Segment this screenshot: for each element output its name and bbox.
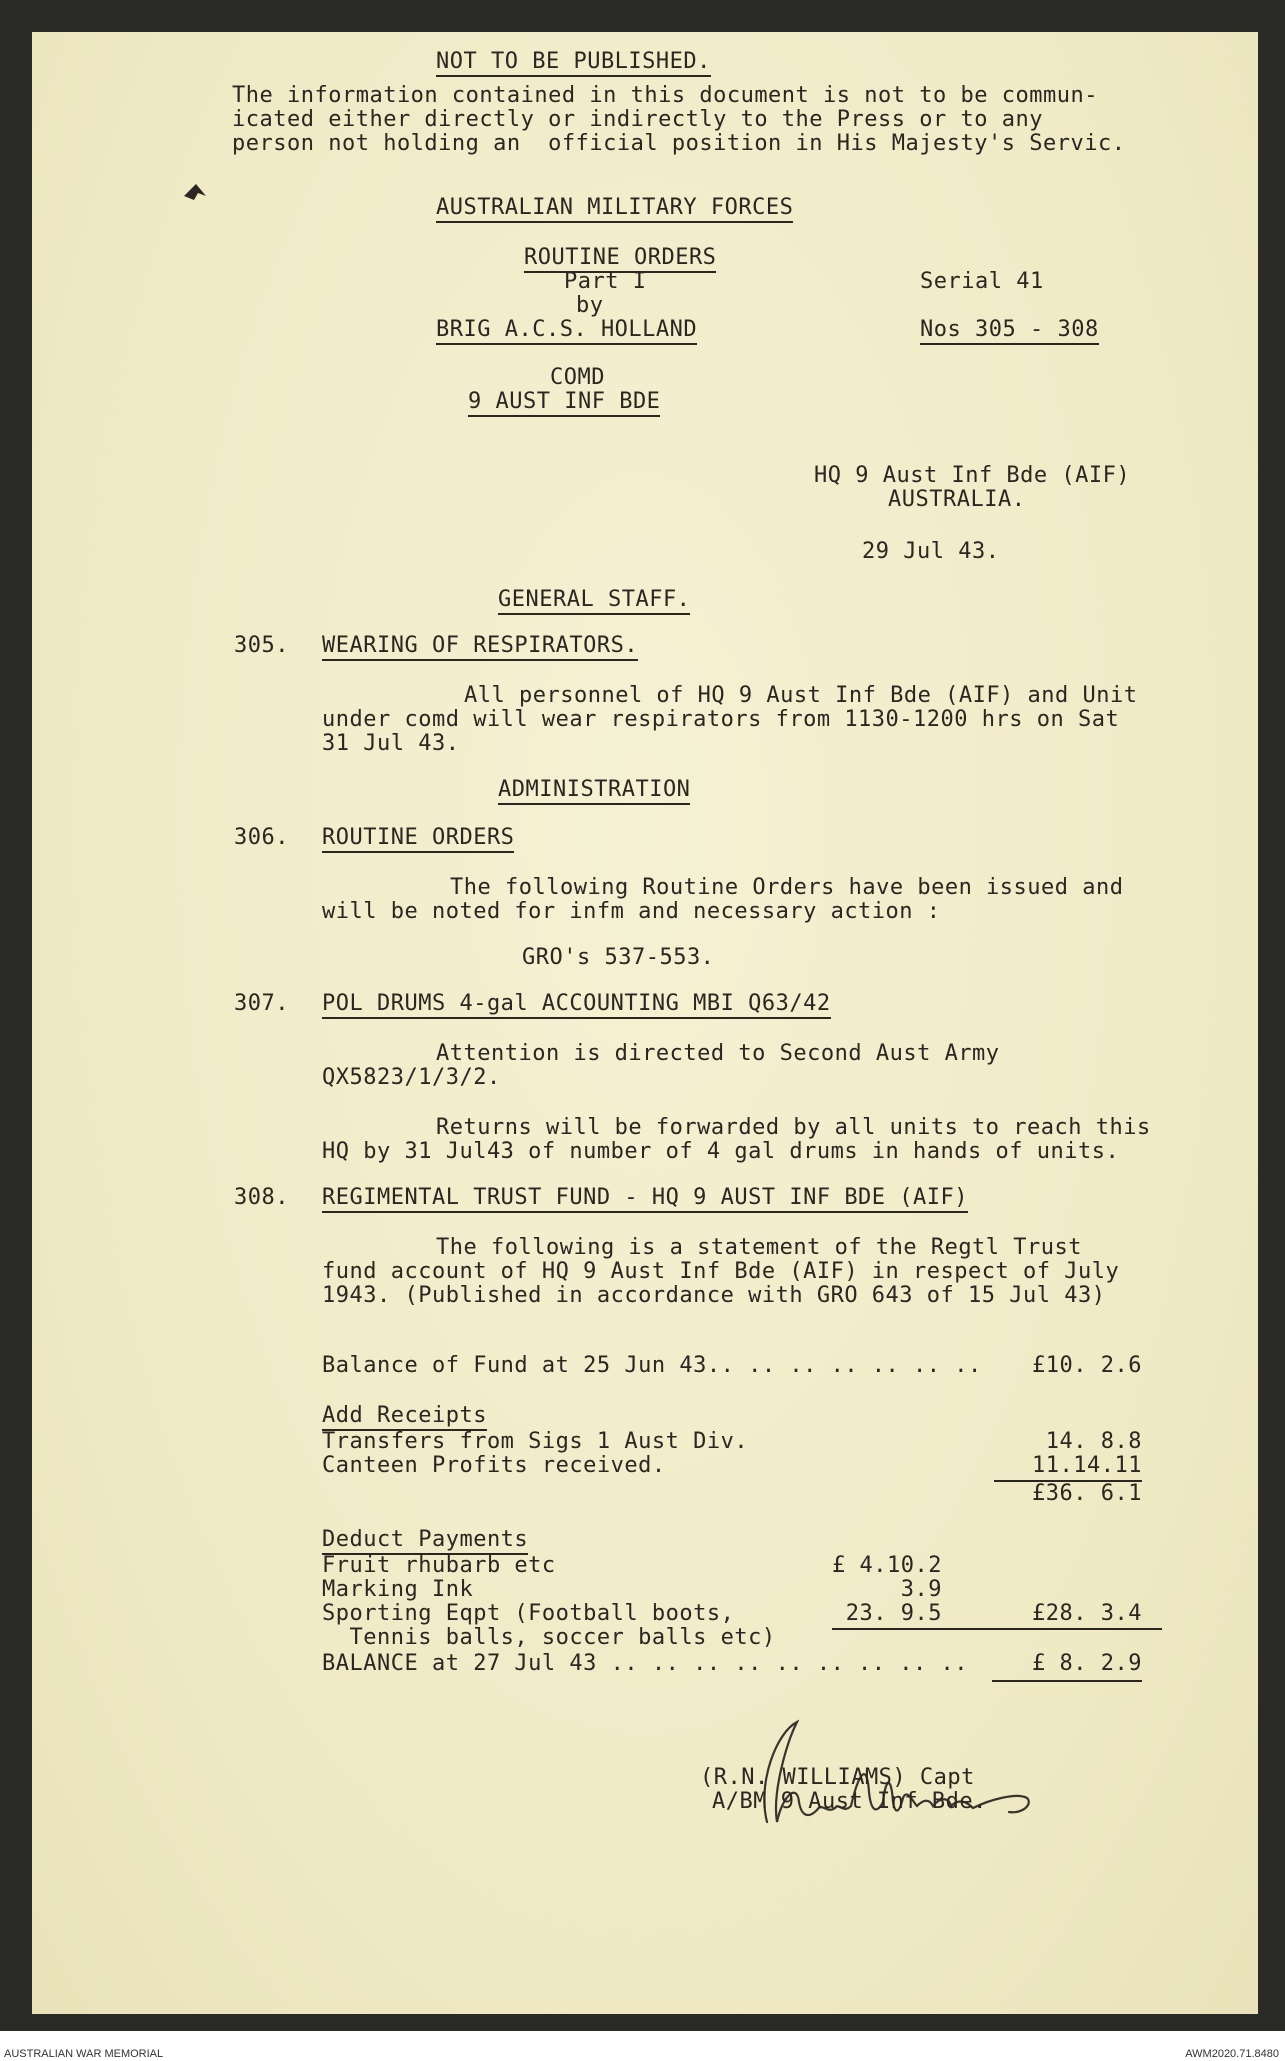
payment-value-3: 23. 9.5 <box>845 1601 942 1626</box>
item-305-line-2: under comd will wear respirators from 1130-1200 hrs on Sat <box>322 707 1120 732</box>
item-305-title: WEARING OF RESPIRATORS. <box>322 634 638 661</box>
item-308-line-3: 1943. (Published in accordance with GRO 643 of 15 Jul 43) <box>322 1283 1106 1308</box>
receipts-heading: Add Receipts <box>322 1404 487 1431</box>
force-heading: AUSTRALIAN MILITARY FORCES <box>436 196 793 223</box>
opening-balance-value: £10. 2.6 <box>1032 1353 1142 1378</box>
item-308-line-1: The following is a statement of the Regtl Trust <box>436 1235 1083 1260</box>
item-305-number: 305. <box>234 633 289 658</box>
brigade-label: 9 AUST INF BDE <box>468 390 660 417</box>
footer-institution: AUSTRALIAN WAR MEMORIAL <box>4 2048 164 2060</box>
hq-line-2: AUSTRALIA. <box>888 487 1026 512</box>
hq-line-1: HQ 9 Aust Inf Bde (AIF) <box>814 463 1131 488</box>
document-date: 29 Jul 43. <box>862 539 1000 564</box>
item-308-title: REGIMENTAL TRUST FUND - HQ 9 AUST INF BDE (AIF) <box>322 1186 968 1213</box>
notice-line-3: person not holding an official position in His Majesty's Servic. <box>232 131 1126 156</box>
payment-value-1: £ 4.10.2 <box>832 1553 942 1578</box>
closing-rule <box>992 1680 1142 1682</box>
item-308-line-2: fund account of HQ 9 Aust Inf Bde (AIF) in respect of July <box>322 1259 1120 1284</box>
payments-total: £28. 3.4 <box>1032 1601 1142 1626</box>
commander-name: BRIG A.C.S. HOLLAND <box>436 318 697 345</box>
payment-label-3: Sporting Eqpt (Football boots, <box>322 1601 735 1626</box>
receipt-label-2: Canteen Profits received. <box>322 1453 666 1478</box>
order-numbers: Nos 305 - 308 <box>920 318 1099 345</box>
closing-balance-value: £ 8. 2.9 <box>1032 1651 1142 1676</box>
orders-title: ROUTINE ORDERS <box>524 246 716 273</box>
receipt-value-2: 11.14.11 <box>1032 1453 1142 1478</box>
notice-line-2: icated either directly or indirectly to the Press or to any <box>232 107 1043 132</box>
item-305-line-3: 31 Jul 43. <box>322 731 460 756</box>
payments-heading: Deduct Payments <box>322 1528 528 1555</box>
receipt-label-1: Transfers from Sigs 1 Aust Div. <box>322 1429 749 1454</box>
part-label: Part I <box>564 269 647 294</box>
item-307-line-3: Returns will be forwarded by all units to reach this <box>436 1115 1151 1140</box>
item-306-line-2: will be noted for infm and necessary action : <box>322 899 941 924</box>
item-306-line-1: The following Routine Orders have been issued and <box>450 875 1124 900</box>
closing-balance-label: BALANCE at 27 Jul 43 .. .. .. .. .. .. .. .. .. <box>322 1651 969 1676</box>
receipt-value-1: 14. 8.8 <box>1045 1429 1142 1454</box>
item-307-line-2: QX5823/1/3/2. <box>322 1065 501 1090</box>
serial-label: Serial 41 <box>920 269 1044 294</box>
item-307-line-1: Attention is directed to Second Aust Army <box>436 1041 1000 1066</box>
document-page <box>32 32 1258 2014</box>
section-general-staff: GENERAL STAFF. <box>498 588 690 615</box>
payment-label-2: Marking Ink <box>322 1577 474 1602</box>
payment-label-1: Fruit rhubarb etc <box>322 1553 556 1578</box>
section-administration: ADMINISTRATION <box>498 778 690 805</box>
notice-line-1: The information contained in this document is not to be commun- <box>232 83 1098 108</box>
item-306-title: ROUTINE ORDERS <box>322 826 514 853</box>
comd-label: COMD <box>550 365 605 390</box>
item-306-number: 306. <box>234 825 289 850</box>
item-307-title: POL DRUMS 4-gal ACCOUNTING MBI Q63/42 <box>322 992 831 1019</box>
item-308-number: 308. <box>234 1185 289 1210</box>
footer-catalogue-id: AWM2020.71.8480 <box>1185 2048 1279 2060</box>
item-307-number: 307. <box>234 991 289 1016</box>
receipts-total: £36. 6.1 <box>1032 1481 1142 1506</box>
arrow-marker-icon <box>182 182 208 202</box>
item-306-gro: GRO's 537-553. <box>522 945 715 970</box>
item-307-line-4: HQ by 31 Jul43 of number of 4 gal drums in hands of units. <box>322 1139 1120 1164</box>
payment-label-4: Tennis balls, soccer balls etc) <box>322 1625 776 1650</box>
item-305-line-1: All personnel of HQ 9 Aust Inf Bde (AIF) and Unit <box>464 683 1138 708</box>
signatory-role: A/BM 9 Aust Inf Bde. <box>712 1789 987 1814</box>
archive-footer <box>0 2031 1285 2061</box>
by-label: by <box>576 293 604 318</box>
payment-value-2: 3.9 <box>900 1577 942 1602</box>
opening-balance-label: Balance of Fund at 25 Jun 43.. .. .. .. .. .. .. <box>322 1353 982 1378</box>
restriction-heading: NOT TO BE PUBLISHED. <box>436 50 711 77</box>
payments-rule <box>832 1628 1162 1630</box>
signatory-name: (R.N. WILLIAMS) Capt <box>700 1765 975 1790</box>
